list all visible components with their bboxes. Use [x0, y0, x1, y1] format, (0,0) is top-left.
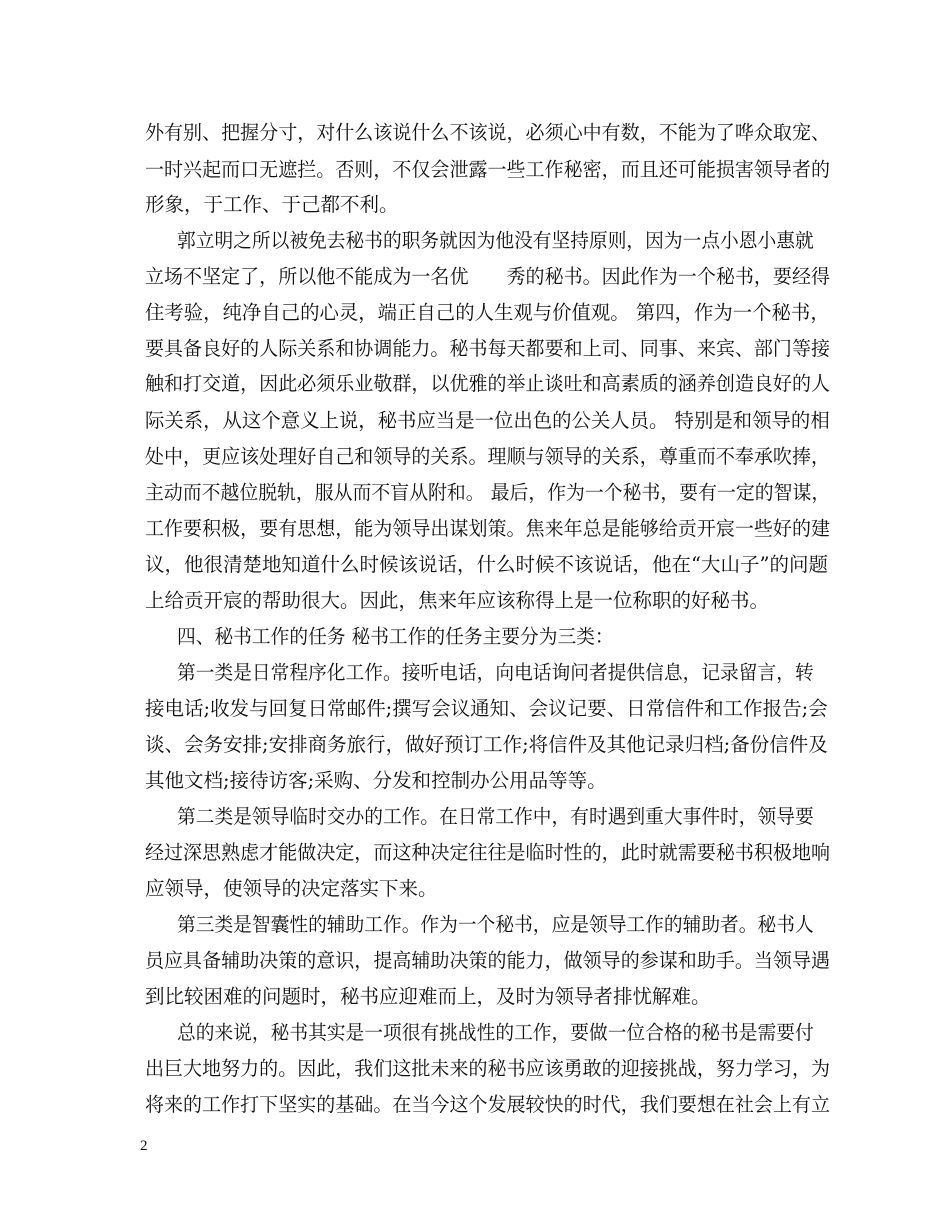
text-line: 到比较困难的问题时，秘书应迎难而上，及时为领导者排忧解难。	[145, 985, 711, 1008]
text-line: 上给贡开宸的帮助很大。因此，焦来年应该称得上是一位称职的好秘书。	[145, 589, 770, 612]
text-line: 处中，更应该处理好自己和领导的关系。理顺与领导的关系，尊重而不奉承吹捧，	[145, 445, 831, 468]
paragraph-start-line: 第二类是领导临时交办的工作。在日常工作中，有时遇到重大事件时，领导要	[177, 805, 814, 828]
text-line: 接电话;收发与回复日常邮件;撰写会议通知、会议记要、日常信件和工作报告;会	[145, 697, 828, 720]
text-line: 立场不坚定了，所以他不能成为一名优 秀的秘书。因此作为一个秘书，要经得	[145, 265, 831, 288]
text-line: 住考验，纯净自己的心灵，端正自己的人生观与价值观。 第四，作为一个秘书，	[145, 301, 830, 324]
page-number: 2	[140, 1138, 148, 1154]
text-line: 出巨大地努力的。因此，我们这批未来的秘书应该勇敢的迎接挑战，努力学习，为	[145, 1057, 831, 1080]
text-line: 经过深思熟虑才能做决定，而这种决定往往是临时性的，此时就需要秘书积极地响	[145, 841, 831, 864]
section-heading-line: 四、秘书工作的任务 秘书工作的任务主要分为三类：	[177, 625, 614, 648]
text-line: 主动而不越位脱轨，服从而不盲从附和。 最后，作为一个秘书，要有一定的智谋，	[145, 481, 831, 504]
paragraph-start-line: 总的来说，秘书其实是一项很有挑战性的工作，要做一位合格的秘书是需要付	[177, 1021, 814, 1044]
text-line: 外有别、把握分寸，对什么该说什么不该说，必须心中有数，不能为了哗众取宠、	[145, 121, 831, 144]
text-line: 一时兴起而口无遮拦。否则，不仅会泄露一些工作秘密，而且还可能损害领导者的	[145, 158, 831, 181]
text-line: 谈、会务安排;安排商务旅行，做好预订工作;将信件及其他记录归档;备份信件及	[145, 733, 828, 756]
text-line: 触和打交道，因此必须乐业敬群，以优雅的举止谈吐和高素质的涵养创造良好的人	[145, 372, 831, 395]
text-line: 应领导，使领导的决定落实下来。	[145, 877, 438, 900]
text-line: 议，他很清楚地知道什么时候该说话，什么时候不该说话，他在“大山子”的问题	[145, 553, 828, 576]
text-line: 将来的工作打下坚实的基础。在当今这个发展较快的时代，我们要想在社会上有立	[145, 1093, 831, 1116]
paragraph-start-line: 第三类是智囊性的辅助工作。作为一个秘书，应是领导工作的辅助者。秘书人	[177, 913, 814, 936]
paragraph-start-line: 郭立明之所以被免去秘书的职务就因为他没有坚持原则，因为一点小恩小惠就	[177, 229, 814, 252]
text-line: 员应具备辅助决策的意识，提高辅助决策的能力，做领导的参谋和助手。当领导遇	[145, 949, 831, 972]
text-line: 形象，于工作、于己都不利。	[145, 193, 399, 216]
paragraph-start-line: 第一类是日常程序化工作。接听电话，向电话询问者提供信息，记录留言，转	[177, 661, 814, 684]
text-line: 际关系，从这个意义上说，秘书应当是一位出色的公关人员。 特别是和领导的相	[145, 409, 830, 432]
text-line: 其他文档;接待访客;采购、分发和控制办公用品等等。	[145, 769, 607, 792]
text-line: 要具备良好的人际关系和协调能力。秘书每天都要和上司、同事、来宾、部门等接	[145, 337, 831, 360]
text-line: 工作要积极，要有思想，能为领导出谋划策。焦来年总是能够给贡开宸一些好的建	[145, 517, 831, 540]
